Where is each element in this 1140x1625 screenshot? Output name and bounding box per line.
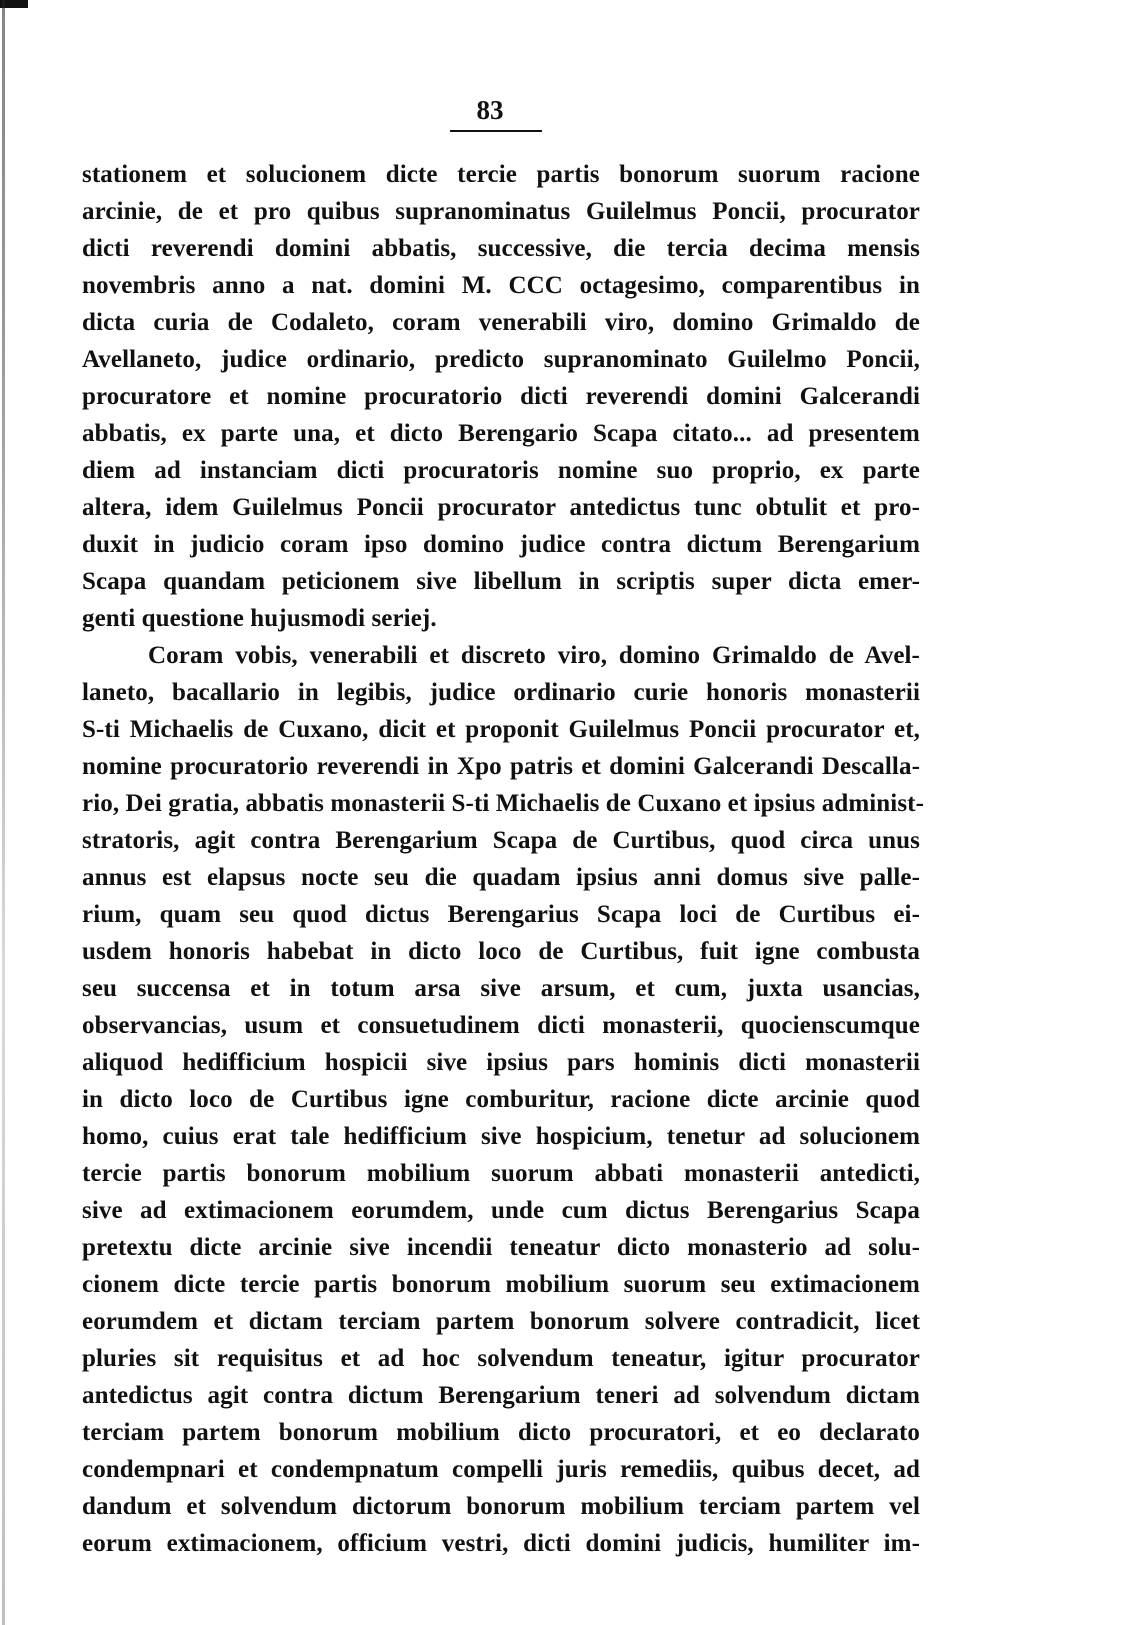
text-line: abbatis, ex parte una, et dicto Berengario Scapa citato... ad presentem — [82, 420, 920, 447]
text-line: duxit in judicio coram ipso domino judice contra dictum Berengarium — [82, 531, 920, 558]
paragraph-2 — [82, 637, 925, 1562]
text-line: antedictus agit contra dictum Berengarium teneri ad solvendum dictam — [82, 1382, 920, 1409]
text-line: dicta curia de Codaleto, coram venerabili viro, domino Grimaldo de — [82, 309, 920, 336]
body-text — [82, 156, 925, 1562]
text-line: altera, idem Guilelmus Poncii procurator antedictus tunc obtulit et pro- — [82, 494, 920, 521]
text-line: aliquod hedifficium hospicii sive ipsius pars hominis dicti monasterii — [82, 1049, 920, 1076]
text-line: terciam partem bonorum mobilium dicto procuratori, et eo declarato — [82, 1419, 920, 1446]
text-line: eorum extimacionem, officium vestri, dicti domini judicis, humiliter im- — [82, 1530, 920, 1557]
text-line: genti questione hujusmodi seriej. — [82, 605, 437, 632]
page-number-rule — [450, 130, 542, 132]
scan-left-edge — [2, 0, 5, 1625]
text-line: dandum et solvendum dictorum bonorum mobilium terciam partem vel — [82, 1493, 920, 1520]
text-line: observancias, usum et consuetudinem dicti monasterii, quocienscumque — [82, 1012, 920, 1039]
text-line: stratoris, agit contra Berengarium Scapa de Curtibus, quod circa unus — [82, 827, 920, 854]
text-line: Scapa quandam peticionem sive libellum in scriptis super dicta emer- — [82, 568, 920, 595]
paragraph-1 — [82, 156, 920, 637]
text-line: arcinie, de et pro quibus supranominatus Guilelmus Poncii, procurator — [82, 198, 920, 225]
text-line: nomine procuratorio reverendi in Xpo patris et domini Galcerandi Descalla- — [82, 753, 920, 780]
text-line: tercie partis bonorum mobilium suorum abbati monasterii antedicti, — [82, 1160, 920, 1187]
text-line: laneto, bacallario in legibis, judice ordinario curie honoris monasterii — [82, 679, 920, 706]
text-line: seu succensa et in totum arsa sive arsum, et cum, juxta usancias, — [82, 975, 920, 1002]
text-line: sive ad extimacionem eorumdem, unde cum dictus Berengarius Scapa — [82, 1197, 920, 1224]
text-line: pluries sit requisitus et ad hoc solvendum teneatur, igitur procurator — [82, 1345, 920, 1372]
text-line: Coram vobis, venerabili et discreto viro, domino Grimaldo de Avel- — [148, 642, 920, 669]
text-line: rio, Dei gratia, abbatis monasterii S-ti Michaelis de Cuxano et ipsius administ- — [82, 790, 925, 817]
text-line: pretextu dicte arcinie sive incendii teneatur dicto monasterio ad solu- — [82, 1234, 920, 1261]
text-line: procuratore et nomine procuratorio dicti reverendi domini Galcerandi — [82, 383, 920, 410]
text-line: usdem honoris habebat in dicto loco de Curtibus, fuit igne combusta — [82, 938, 920, 965]
text-line: condempnari et condempnatum compelli juris remediis, quibus decet, ad — [82, 1456, 920, 1483]
text-line: rium, quam seu quod dictus Berengarius Scapa loci de Curtibus ei- — [82, 901, 920, 928]
text-line: Avellaneto, judice ordinario, predicto supranominato Guilelmo Poncii, — [82, 346, 920, 373]
text-line: novembris anno a nat. domini M. CCC octagesimo, comparentibus in — [82, 272, 920, 299]
text-line: cionem dicte tercie partis bonorum mobilium suorum seu extimacionem — [82, 1271, 920, 1298]
text-line: in dicto loco de Curtibus igne comburitur, racione dicte arcinie quod — [82, 1086, 920, 1113]
text-line: diem ad instanciam dicti procuratoris nomine suo proprio, ex parte — [82, 457, 920, 484]
text-line: annus est elapsus nocte seu die quadam ipsius anni domus sive palle- — [82, 864, 920, 891]
text-line: homo, cuius erat tale hedifficium sive hospicium, tenetur ad solucionem — [82, 1123, 920, 1150]
text-line: dicti reverendi domini abbatis, successive, die tercia decima mensis — [82, 235, 920, 262]
page-number: 83 — [476, 95, 504, 125]
text-line: stationem et solucionem dicte tercie partis bonorum suorum racione — [82, 161, 920, 188]
text-line: eorumdem et dictam terciam partem bonorum solvere contradicit, licet — [82, 1308, 920, 1335]
text-line: S-ti Michaelis de Cuxano, dicit et proponit Guilelmus Poncii procurator et, — [82, 716, 920, 743]
